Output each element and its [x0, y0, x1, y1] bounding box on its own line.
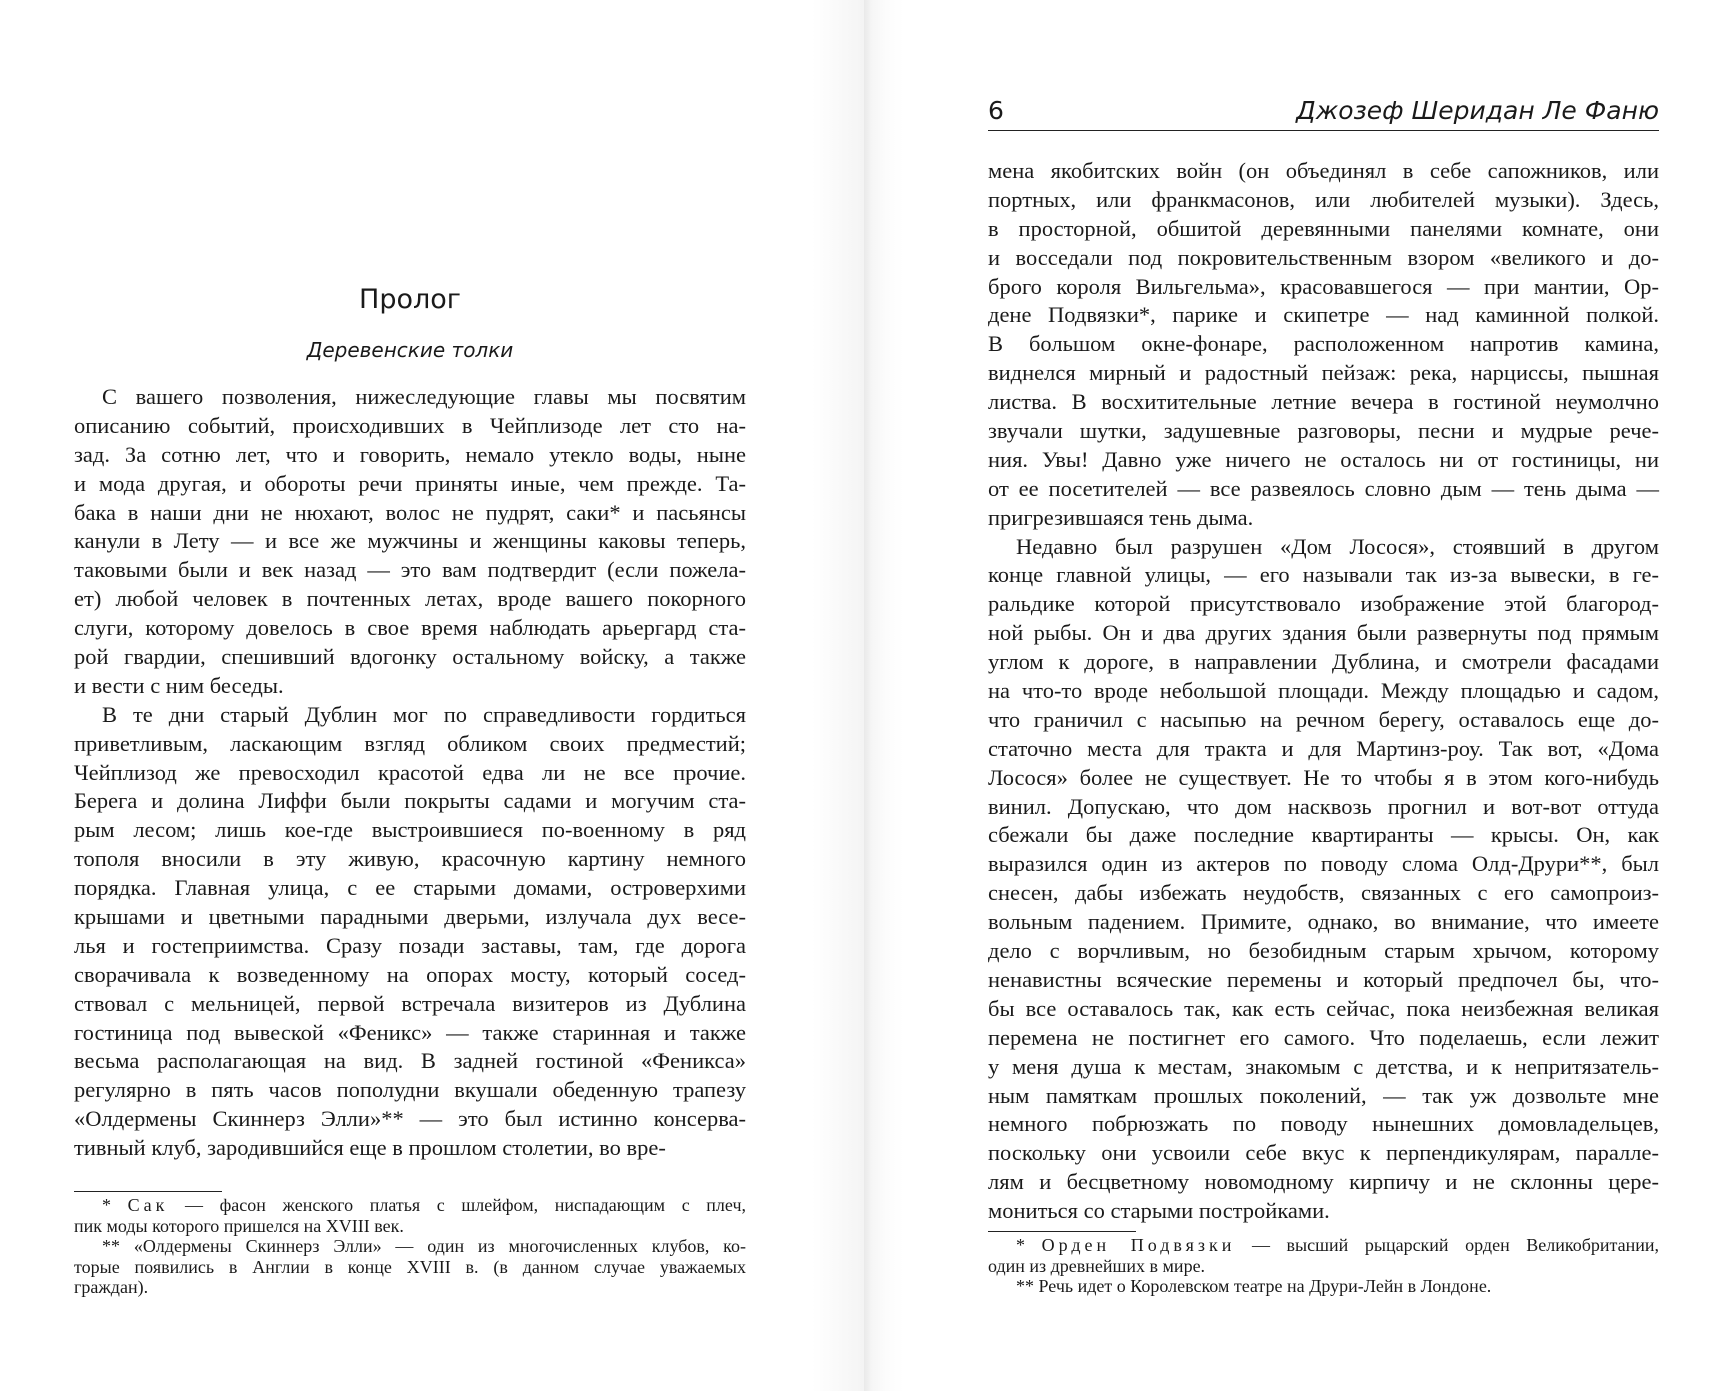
footnote-text: граждан). [74, 1277, 149, 1297]
footnote-text: — фасон женского платья с шлейфом, ниспадающим с плеч, [168, 1195, 747, 1215]
text-line: ния. Увы! Давно уже ничего не осталось ни от гостиницы, ни [988, 446, 1659, 472]
text-line: ет) любой человек в почтенных летах, вроде вашего покорного [74, 586, 746, 612]
text-line: бака в наши дни не нюхают, волос не пудрят, саки* и пасьянсы [74, 499, 746, 525]
footnote-line [74, 1195, 746, 1216]
text-line: зад. За сотню лет, что и говорить, немало утекло воды, ныне [74, 441, 746, 467]
footnote [74, 1195, 746, 1236]
footnote-line [988, 1276, 1659, 1297]
text-line: выразился один из актеров по поводу слома Олд-Друри**, был [988, 851, 1659, 877]
text-line: дене Подвязки*, парике и скипетре — над каминной полкой. [988, 302, 1659, 328]
text-line: Лосося» более не существует. Не то чтобы я в этом кого-нибудь [988, 764, 1659, 790]
paragraph [74, 383, 746, 701]
text-line: мониться со старыми постройками. [988, 1198, 1330, 1224]
text-line: крышами и цветными парадными дверьми, излучала дух весе- [74, 904, 746, 930]
footnote-line [74, 1236, 746, 1257]
text-line: и мода другая, и обороты речи приняты иные, чем прежде. Та- [74, 470, 746, 496]
text-line: сворачивала к возведенному на опорах мосту, который сосед- [74, 961, 746, 987]
page-number: 6 [988, 96, 1004, 125]
text-line: перемена не постигнет его самого. Что поделаешь, если лежит [988, 1024, 1659, 1050]
text-line: регулярно в пять часов пополудни вкушали обеденную трапезу [74, 1077, 746, 1103]
text-line: конце главной улицы, — его называли так из-за вывески, в ге- [988, 562, 1659, 588]
right-page [864, 0, 1726, 1391]
text-line: рой гвардии, спешивший вдогонку остальному войску, а также [74, 644, 746, 670]
footnote-term: Сак [127, 1195, 169, 1215]
text-line: и восседали под покровительственным взором «великого и до- [988, 244, 1659, 270]
footnote-marker: ** [102, 1236, 134, 1256]
text-line: описанию событий, происходивших в Чейплизоде лет сто на- [74, 412, 746, 438]
text-line: порядка. Главная улица, с ее старыми домами, островерхими [74, 875, 746, 901]
footnote-text: один из древнейших в мире. [988, 1255, 1206, 1276]
text-line: тополя вносили в эту живую, красочную картину немного [74, 846, 746, 872]
footnote-marker: * [1016, 1235, 1042, 1255]
paragraph [74, 701, 746, 1163]
text-line: «Олдермены Скиннерз Элли»** — это был истинно консерва- [74, 1106, 746, 1132]
footnote-line [988, 1235, 1659, 1256]
text-line: пригрезившаяся тень дыма. [988, 504, 1254, 530]
text-line: В большом окне-фонаре, расположенном напротив камина, [988, 331, 1659, 357]
paragraph [988, 533, 1659, 1226]
text-line: гостиница под вывеской «Феникс» — также старинная и также [74, 1019, 746, 1045]
right-body-text [988, 157, 1659, 1226]
footnote-line [74, 1277, 746, 1298]
left-footnotes [74, 1195, 746, 1298]
text-line: весьма располагающая на вид. В задней гостиной «Феникса» [74, 1048, 746, 1074]
text-line: слуги, которому довелось в свое время наблюдать арьергард ста- [74, 615, 746, 641]
footnote [988, 1276, 1659, 1297]
text-line: Недавно был разрушен «Дом Лосося», стоявший в другом [1016, 533, 1659, 559]
footnote-text: Речь идет о Королевском театре на Друри-Лейн в Лондоне. [1038, 1276, 1492, 1296]
footnote-text: пик моды которого пришелся на XVIII век. [74, 1215, 404, 1236]
header-author: Джозеф Шеридан Ле Фаню [1296, 96, 1659, 125]
text-line: листва. В восхитительные летние вечера в гостиной неумолчно [988, 389, 1659, 415]
text-line: от ее посетителей — все развеялось словно дым — тень дыма — [988, 475, 1659, 501]
text-line: приветливым, ласкающим взгляд обликом своих предместий; [74, 730, 746, 756]
running-header [988, 96, 1659, 131]
footnote-term: Орден Подвязки [1041, 1235, 1236, 1255]
text-line: звучали шутки, задушевные разговоры, песни и мудрые рече- [988, 418, 1659, 444]
footnote-line [74, 1257, 746, 1278]
text-line: винил. Допускаю, что дом насквозь прогнил и вот-вот оттуда [988, 793, 1659, 819]
text-line: на что-то вроде небольшой площади. Между площадью и садом, [988, 678, 1659, 704]
footnote-marker: * [102, 1195, 128, 1215]
left-body-text [74, 383, 746, 1163]
text-line: канули в Лету — и все же мужчины и женщины каковы теперь, [74, 528, 746, 554]
text-line: поскольку они усвоили себе вкус к перпендикулярам, паралле- [988, 1140, 1659, 1166]
footnote-text: торые появились в Англии в конце XVIII в. (в данном случае уважаемых [74, 1256, 746, 1277]
text-line: лям и бесцветному новомодному кирпичу и не склонны цере- [988, 1169, 1659, 1195]
text-line: дело с ворчливым, но безобидным старым хрычом, которому [988, 938, 1659, 964]
chapter-title: Пролог [359, 284, 461, 315]
footnote-divider [74, 1191, 222, 1192]
text-line: В те дни старый Дублин мог по справедливости гордиться [102, 701, 746, 727]
text-line: в просторной, обшитой деревянными панелями комнате, они [988, 215, 1659, 241]
text-line: статочно места для тракта и для Мартинз-роу. Так вот, «Дома [988, 735, 1659, 761]
text-line: Чейплизод же превосходил красотой едва ли не все прочие. [74, 759, 746, 785]
text-line: тивный клуб, зародившийся еще в прошлом столетии, во вре- [74, 1135, 666, 1161]
footnote-divider [988, 1231, 1136, 1232]
text-line: мена якобитских войн (он объединял в себе сапожников, или [988, 158, 1659, 183]
footnote-text: «Олдермены Скиннерз Элли» — один из многочисленных клубов, ко- [133, 1236, 747, 1256]
footnote [988, 1235, 1659, 1276]
footnote [74, 1236, 746, 1298]
text-line: лья и гостеприимства. Сразу позади заставы, там, где дорога [74, 932, 746, 958]
text-line: Берега и долина Лиффи были покрыты садами и могучим ста- [74, 788, 746, 814]
right-footnotes [988, 1235, 1659, 1297]
footnote-text: — высший рыцарский орден Великобритании, [1235, 1235, 1659, 1255]
text-line: виднелся мирный и радостный пейзаж: река, нарциссы, пышная [988, 360, 1659, 386]
text-line: немного побрюзжать по поводу нынешних домовладельцев, [988, 1111, 1659, 1137]
text-line: бы все оставалось так, как есть сейчас, пока неизбежная великая [988, 995, 1659, 1021]
text-line: таковыми были и век назад — это вам подтвердит (если пожела- [74, 557, 746, 583]
footnote-line [988, 1256, 1659, 1277]
chapter-subtitle: Деревенские толки [306, 338, 514, 362]
text-line: углом к дороге, в направлении Дублина, и смотрели фасадами [988, 649, 1659, 675]
text-line: что граничил с насыпью на речном берегу, оставалось еще до- [988, 706, 1659, 732]
text-line: ненавистны всяческие перемены и который предпочел бы, что- [988, 966, 1659, 992]
text-line: портных, или франкмасонов, или любителей музыки). Здесь, [988, 186, 1659, 212]
text-line: ным памяткам прошлых поколений, — так уж дозвольте мне [988, 1082, 1659, 1108]
footnote-line [74, 1216, 746, 1237]
text-line: ной рыбы. Он и два других здания были развернуты под прямым [988, 620, 1659, 646]
paragraph [988, 157, 1659, 533]
text-line: и вести с ним беседы. [74, 672, 284, 698]
footnote-marker: ** [1016, 1276, 1039, 1296]
text-line: рым лесом; лишь кое-где выстроившиеся по-военному в ряд [74, 817, 746, 843]
text-line: ральдике которой присутствовало изображение этой благород- [988, 591, 1659, 617]
text-line: снесен, дабы избежать неудобств, связанных с его самопроиз- [988, 880, 1659, 906]
text-line: ствовал с мельницей, первой встречала визитеров из Дублина [74, 990, 746, 1016]
text-line: у меня душа к местам, знакомым с детства, и к непритязатель- [988, 1053, 1659, 1079]
text-line: сбежали бы даже последние квартиранты — крысы. Он, как [988, 822, 1659, 848]
text-line: брого короля Вильгельма», красовавшегося — при мантии, Ор- [988, 273, 1659, 299]
text-line: вольным падением. Примите, однако, во внимание, что имеете [988, 909, 1659, 935]
text-line: С вашего позволения, нижеследующие главы мы посвятим [102, 384, 746, 409]
